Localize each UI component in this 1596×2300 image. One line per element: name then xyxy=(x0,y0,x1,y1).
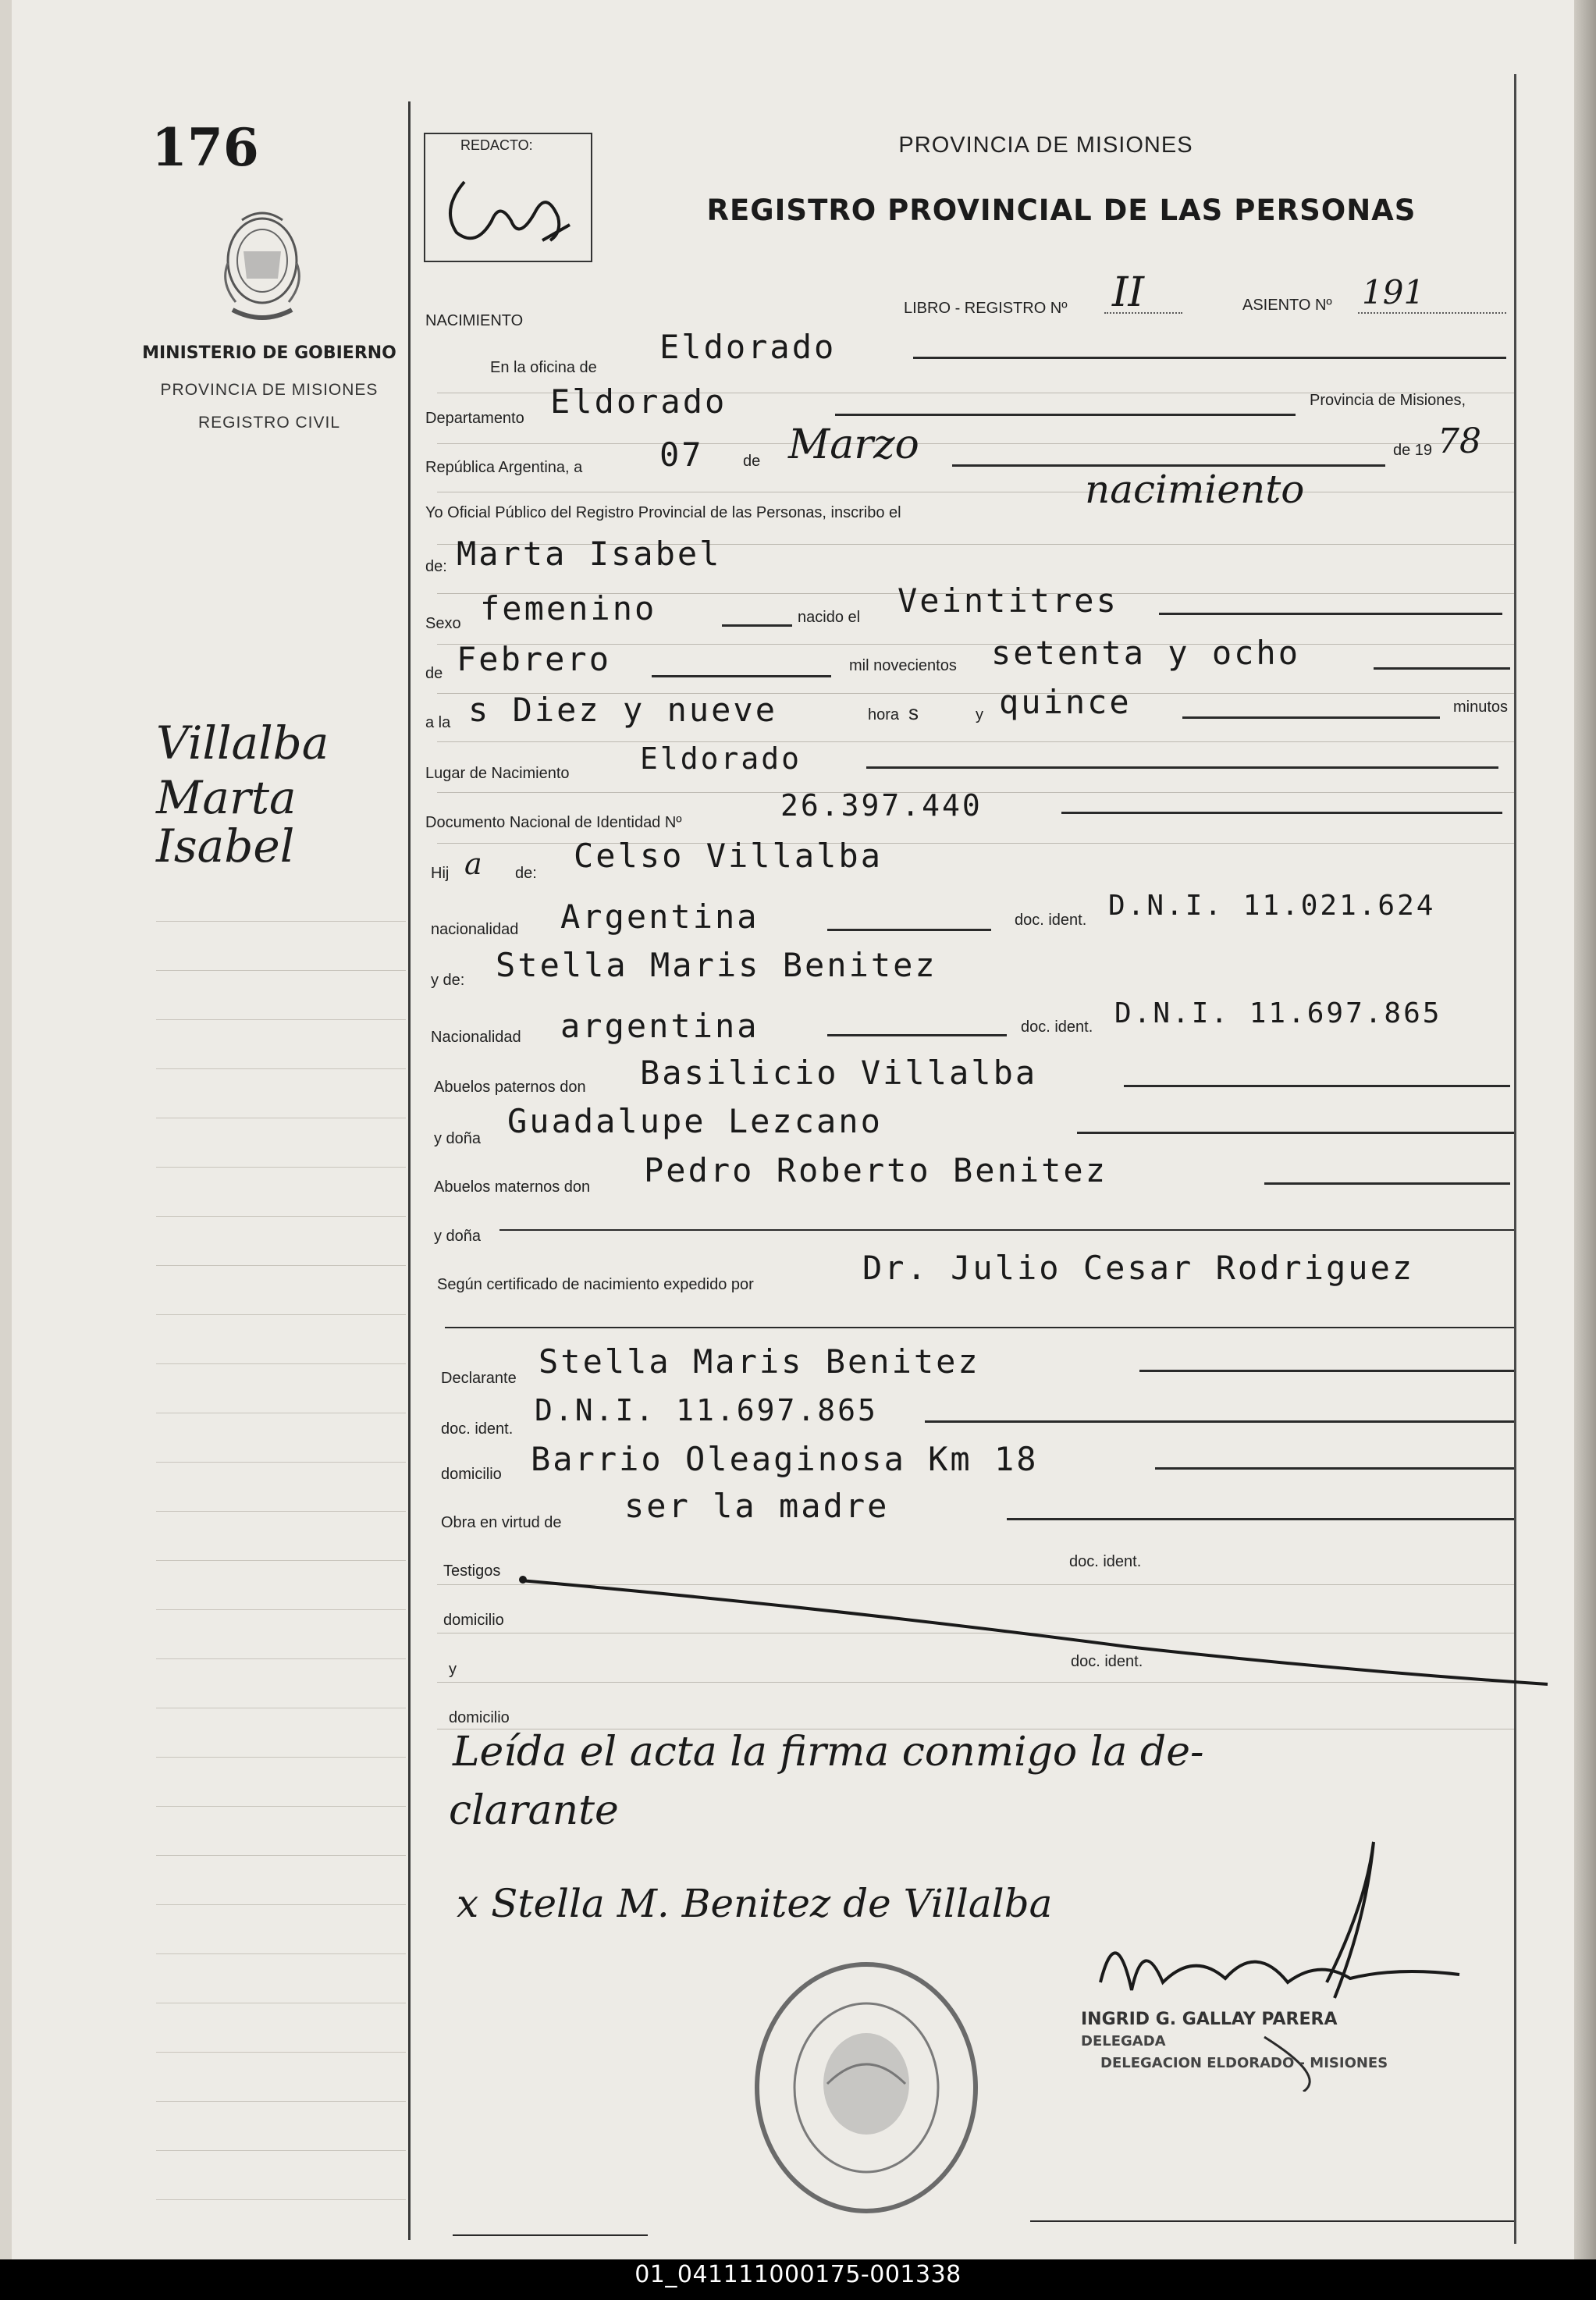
registry-stamp xyxy=(749,1959,983,2216)
certificado-value: Dr. Julio Cesar Rodriguez xyxy=(862,1249,1415,1287)
margin-rule-line xyxy=(156,921,406,922)
doc-madre-label: doc. ident. xyxy=(1021,1018,1093,1036)
declarante-value: Stella Maris Benitez xyxy=(539,1342,980,1381)
margin-rule-line xyxy=(156,1757,406,1758)
closing-text-line2: clarante xyxy=(449,1787,619,1834)
abuelo-paterno-value: Basilicio Villalba xyxy=(640,1054,1038,1092)
margin-rule-line xyxy=(156,1265,406,1266)
dia-value: 07 xyxy=(659,435,704,474)
margin-rule-line xyxy=(156,1216,406,1217)
de-label: de xyxy=(743,453,761,470)
nac-madre-value: argentina xyxy=(560,1007,759,1045)
republica-label: República Argentina, a xyxy=(425,459,583,476)
margin-rule-line xyxy=(156,1363,406,1364)
abuelos-maternos-label: Abuelos maternos don xyxy=(434,1178,591,1196)
asiento-label: ASIENTO Nº xyxy=(1242,297,1332,314)
y-testigo-label: y xyxy=(449,1661,457,1678)
margin-rule-line xyxy=(156,2052,406,2053)
margin-note-surname: Villalba xyxy=(156,716,329,770)
margin-rule-line xyxy=(156,1806,406,1807)
dni-label: Documento Nacional de Identidad Nº xyxy=(425,814,682,831)
cancellation-stroke xyxy=(519,1561,1549,1686)
testigos-label: Testigos xyxy=(443,1562,501,1580)
sexo-label: Sexo xyxy=(425,615,461,632)
minutos-label: minutos xyxy=(1453,699,1509,716)
dni-value: 26.397.440 xyxy=(780,788,983,823)
doc-testigo1-label: doc. ident. xyxy=(1069,1553,1142,1570)
official-name: INGRID G. GALLAY PARERA xyxy=(1081,2010,1338,2029)
image-identifier: 01_041111000175-001338 xyxy=(634,2261,962,2288)
official-signature xyxy=(1069,1826,1491,2092)
madre-value: Stella Maris Benitez xyxy=(496,946,937,984)
doc-padre-value: D.N.I. 11.021.624 xyxy=(1108,890,1436,922)
lugar-label: Lugar de Nacimiento xyxy=(425,765,570,782)
page-number: 176 xyxy=(151,117,259,178)
hijo-suffix: a xyxy=(464,847,482,881)
doc-declarante-value: D.N.I. 11.697.865 xyxy=(535,1393,878,1427)
domicilio-testigo1-label: domicilio xyxy=(443,1612,504,1629)
mes-value: Marzo xyxy=(788,421,919,468)
nac-madre-label: Nacionalidad xyxy=(431,1029,521,1046)
header-province: PROVINCIA DE MISIONES xyxy=(898,133,1193,158)
margin-rule-line xyxy=(156,1953,406,1954)
margin-rule-line xyxy=(156,1068,406,1069)
margin-rule-line xyxy=(156,1904,406,1905)
book-spine xyxy=(1574,0,1596,2259)
margin-rule-line xyxy=(156,1855,406,1856)
margin-rule-line xyxy=(156,1658,406,1659)
abuela-paterna-value: Guadalupe Lezcano xyxy=(507,1102,883,1140)
asiento-value: 191 xyxy=(1362,273,1425,311)
hora-value: s Diez y nueve xyxy=(468,691,778,729)
domicilio-value: Barrio Oleaginosa Km 18 xyxy=(531,1440,1039,1478)
abuelos-paternos-label: Abuelos paternos don xyxy=(434,1079,586,1096)
coat-of-arms-seal xyxy=(212,204,312,329)
left-column-rule xyxy=(408,101,411,2240)
abuelo-materno-value: Pedro Roberto Benitez xyxy=(644,1151,1108,1189)
oficina-value: Eldorado xyxy=(659,328,837,366)
doc-madre-value: D.N.I. 11.697.865 xyxy=(1114,997,1442,1029)
obra-label: Obra en virtud de xyxy=(441,1514,562,1531)
nac-padre-label: nacionalidad xyxy=(431,921,519,938)
libro-label: LIBRO - REGISTRO Nº xyxy=(904,300,1068,317)
anio-prefix: de 19 xyxy=(1393,442,1433,459)
inscribo-value: nacimiento xyxy=(1085,467,1305,512)
right-column-rule xyxy=(1514,74,1516,2244)
de-mes-label: de xyxy=(425,665,443,682)
alas-label: a la xyxy=(425,714,451,731)
margin-rule-line xyxy=(156,1609,406,1610)
sexo-value: femenino xyxy=(480,589,657,627)
margin-rule-line xyxy=(156,2199,406,2200)
margin-rule-line xyxy=(156,1314,406,1315)
margin-rule-line xyxy=(156,2101,406,2102)
departamento-value: Eldorado xyxy=(550,382,727,421)
mes-nac-value: Febrero xyxy=(457,640,612,678)
padre-value: Celso Villalba xyxy=(574,837,883,875)
lugar-value: Eldorado xyxy=(640,741,802,776)
closing-text-line1: Leída el acta la firma conmigo la de- xyxy=(453,1729,1204,1776)
nac-padre-value: Argentina xyxy=(560,898,759,936)
doc-padre-label: doc. ident. xyxy=(1015,912,1087,929)
header-registry-title: REGISTRO PROVINCIAL DE LAS PERSONAS xyxy=(706,194,1416,227)
hijo-de-label: de: xyxy=(515,865,537,882)
de-name-label: de: xyxy=(425,558,447,575)
margin-rule-line xyxy=(156,1560,406,1561)
redacto-label: REDACTO: xyxy=(460,137,533,153)
y-label: y xyxy=(976,706,983,723)
dona-paterna-label: y doña xyxy=(434,1130,482,1147)
margin-rule-line xyxy=(156,970,406,971)
ministry-province: PROVINCIA DE MISIONES xyxy=(160,381,379,399)
page-edge xyxy=(0,0,12,2259)
margin-rule-line xyxy=(156,1019,406,1020)
horas-label: hora xyxy=(868,706,900,723)
hijo-label: Hij xyxy=(431,865,450,882)
domicilio-label: domicilio xyxy=(441,1466,502,1483)
declarant-signature: x Stella M. Benitez de Villalba xyxy=(457,1881,1053,1926)
certificado-label: Según certificado de nacimiento expedido por xyxy=(437,1276,754,1293)
nacido-label: nacido el xyxy=(798,609,861,626)
departamento-label: Departamento xyxy=(425,410,524,427)
redacto-initials-signature xyxy=(433,147,585,256)
margin-note-first-name: Marta xyxy=(156,771,297,824)
mil-label: mil novecientos xyxy=(849,657,957,674)
margin-rule-line xyxy=(156,2150,406,2151)
ministry-name: MINISTERIO DE GOBIERNO xyxy=(142,343,396,363)
margin-note-middle-name: Isabel xyxy=(156,819,295,873)
margin-rule-line xyxy=(156,1167,406,1168)
margin-rule-line xyxy=(156,1511,406,1512)
dona-materna-label: y doña xyxy=(434,1228,482,1245)
margin-rule-line xyxy=(156,1462,406,1463)
obra-value: ser la madre xyxy=(624,1487,890,1525)
provincia-label: Provincia de Misiones, xyxy=(1310,392,1466,409)
madre-label: y de: xyxy=(431,972,465,989)
dia-nac-value: Veintitres xyxy=(898,581,1118,620)
doc-declarante-label: doc. ident. xyxy=(441,1420,514,1438)
horas-suffix: s xyxy=(908,701,919,724)
anio-value: 78 xyxy=(1438,421,1481,461)
libro-value: II xyxy=(1112,269,1145,316)
anio-nac-value: setenta y ocho xyxy=(991,634,1301,672)
official-office: DELEGACION ELDORADO - MISIONES xyxy=(1100,2055,1388,2071)
oficina-label: En la oficina de xyxy=(490,359,597,376)
child-name-value: Marta Isabel xyxy=(457,535,722,573)
record-type: NACIMIENTO xyxy=(425,312,524,329)
minutos-value: quince xyxy=(999,683,1132,721)
doc-testigo2-label: doc. ident. xyxy=(1071,1653,1143,1670)
official-title: DELEGADA xyxy=(1081,2033,1166,2049)
ministry-registry: REGISTRO CIVIL xyxy=(197,414,341,432)
declarante-label: Declarante xyxy=(441,1370,517,1387)
oficial-label: Yo Oficial Público del Registro Provincial de las Personas, inscribo el xyxy=(425,504,901,521)
domicilio-testigo2-label: domicilio xyxy=(449,1709,510,1726)
